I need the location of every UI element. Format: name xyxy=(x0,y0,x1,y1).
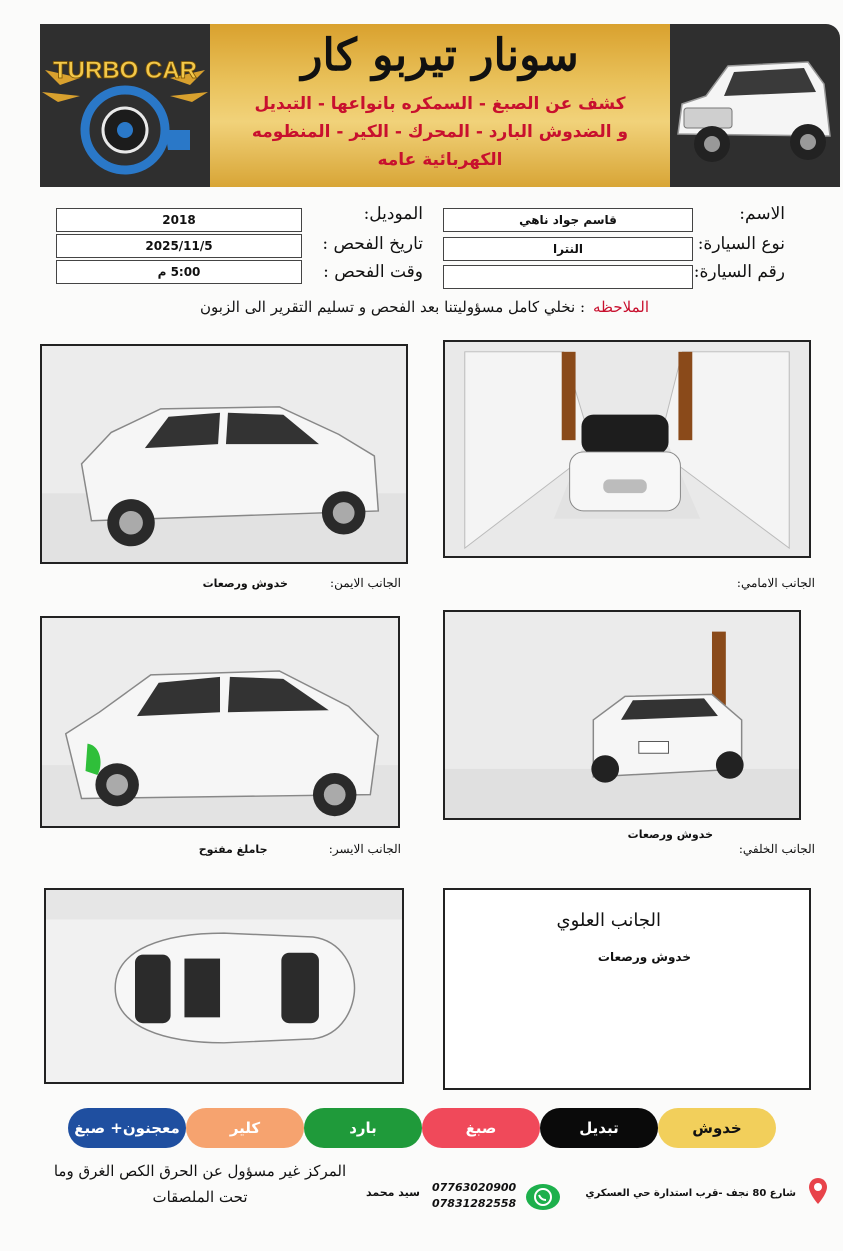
date-field[interactable]: 2025/11/5 xyxy=(56,234,302,258)
phone-2[interactable]: 07831282558 xyxy=(432,1197,517,1210)
top-side-finding: خدوش ورصعات xyxy=(597,950,691,964)
left-side-photo xyxy=(40,616,400,828)
suv-image xyxy=(668,44,836,174)
phone-numbers xyxy=(432,1180,516,1212)
legend-cold-repair: بارد xyxy=(304,1108,422,1148)
services-line-2: و الضدوش البارد - المحرك - الكير - المنظومه xyxy=(251,122,629,142)
car-type-field[interactable]: النترا xyxy=(443,237,693,261)
services-line-3: الكهربائية عامه xyxy=(377,150,503,170)
rear-caption xyxy=(739,842,815,856)
header-banner xyxy=(40,24,840,187)
whatsapp-icon[interactable] xyxy=(526,1184,560,1210)
time-label: وقت الفحص : xyxy=(323,262,423,282)
disclaimer-line-1: المركز غير مسؤول عن الحرق الكص الغرق وما xyxy=(53,1162,347,1180)
legend-replaced: تبديل xyxy=(540,1108,658,1148)
time-field[interactable]: 5:00 م xyxy=(56,260,302,284)
turbo-car-logo xyxy=(40,30,210,180)
top-view-photo xyxy=(44,888,404,1084)
legend-putty-paint: معجنون+ صبغ xyxy=(68,1108,186,1148)
contact-name: سيد محمد xyxy=(366,1186,420,1199)
car-type-label: نوع السيارة: xyxy=(697,234,785,254)
rear-side-label: الجانب الخلفي: xyxy=(738,842,815,856)
top-side-title: الجانب العلوي xyxy=(556,910,661,931)
address: شارع 80 نجف -قرب استدارة حي العسكري xyxy=(585,1188,796,1199)
svg-text:TURBO CAR: TURBO CAR xyxy=(53,57,197,84)
left-caption xyxy=(199,842,401,856)
legend-scratches: خدوش xyxy=(658,1108,776,1148)
front-photo xyxy=(443,340,811,558)
model-field[interactable]: 2018 xyxy=(56,208,302,232)
front-caption xyxy=(737,576,815,590)
phone-1[interactable]: 07763020900 xyxy=(432,1181,517,1194)
disclaimer-line-2: تحت الملصقات xyxy=(152,1188,248,1206)
left-finding: جاملغ مفتوح xyxy=(198,843,268,856)
name-label: الاسم: xyxy=(739,204,785,224)
right-caption xyxy=(203,576,401,590)
plate-field[interactable] xyxy=(443,265,693,289)
brand-title: سونار تيربو كار xyxy=(301,30,579,81)
date-label: تاريخ الفحص : xyxy=(322,234,423,254)
footer-disclaimer xyxy=(40,1158,360,1210)
disclaimer-note xyxy=(200,298,649,316)
left-side-label: الجانب الايسر: xyxy=(328,842,401,856)
note-text: : نخلي كامل مسؤوليتنا بعد الفحص و تسليم التقرير الى الزبون xyxy=(200,298,586,316)
right-side-label: الجانب الايمن: xyxy=(330,576,401,590)
legend-paint: صبغ xyxy=(422,1108,540,1148)
right-finding: خدوش ورصعات xyxy=(202,577,288,590)
top-side-box xyxy=(443,888,811,1090)
name-field[interactable]: قاسم جواد ناهي xyxy=(443,208,693,232)
legend-clear-coat: كلير xyxy=(186,1108,304,1148)
right-side-photo xyxy=(40,344,408,564)
rear-finding: خدوش ورصعات xyxy=(627,828,713,841)
model-label: الموديل: xyxy=(363,204,423,224)
rear-photo xyxy=(443,610,801,820)
services-line-1: كشف عن الصبغ - السمكره بانواعها - التبديل xyxy=(254,94,626,114)
services-list xyxy=(220,90,660,174)
plate-label: رقم السيارة: xyxy=(693,262,785,282)
front-side-label: الجانب الامامي: xyxy=(736,576,815,590)
note-label: الملاحظه xyxy=(593,298,649,316)
location-pin-icon xyxy=(806,1176,830,1206)
